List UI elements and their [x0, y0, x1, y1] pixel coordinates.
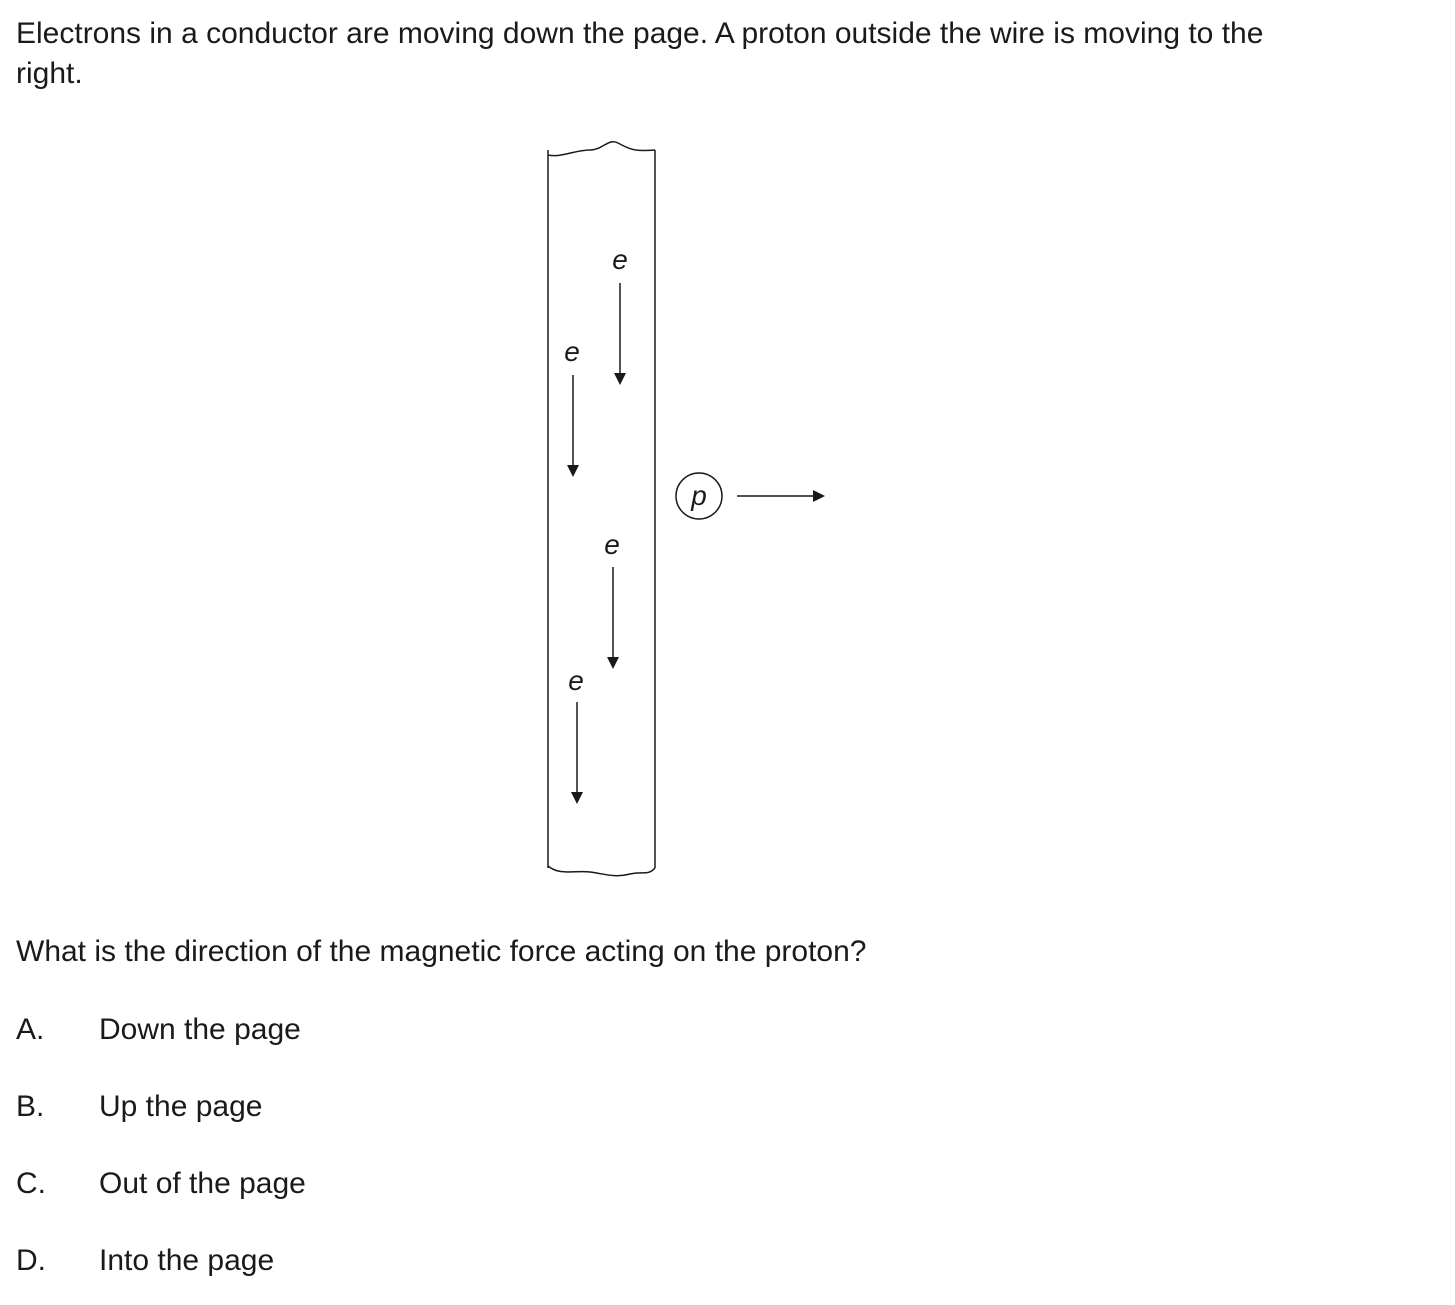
proton	[676, 473, 823, 519]
option-text: Up the page	[99, 1090, 263, 1123]
option-letter: A.	[16, 1013, 45, 1046]
option-letter: B.	[16, 1090, 45, 1123]
option-letter: C.	[16, 1167, 46, 1200]
option-letter: D.	[16, 1244, 46, 1277]
electron-label: e	[564, 336, 580, 367]
electron-label: e	[568, 665, 584, 696]
proton-label: p	[691, 480, 707, 511]
question-prompt: What is the direction of the magnetic force acting on the proton?	[16, 935, 867, 968]
question-stem: Electrons in a conductor are moving down the page. A proton outside the wire is moving to the right.	[16, 17, 1264, 90]
option-a[interactable]	[16, 1010, 301, 1050]
electron-3	[604, 529, 620, 667]
electron-label: e	[612, 244, 628, 275]
option-b[interactable]	[16, 1087, 262, 1127]
option-text: Into the page	[99, 1244, 275, 1277]
electron-4	[568, 665, 584, 802]
electron-2	[564, 336, 580, 475]
option-c[interactable]	[16, 1164, 306, 1204]
electron-1	[612, 244, 628, 383]
option-text: Down the page	[99, 1013, 301, 1046]
conductor-wire	[548, 142, 655, 876]
option-text: Out of the page	[99, 1167, 306, 1200]
electron-label: e	[604, 529, 620, 560]
option-d[interactable]	[16, 1241, 274, 1281]
